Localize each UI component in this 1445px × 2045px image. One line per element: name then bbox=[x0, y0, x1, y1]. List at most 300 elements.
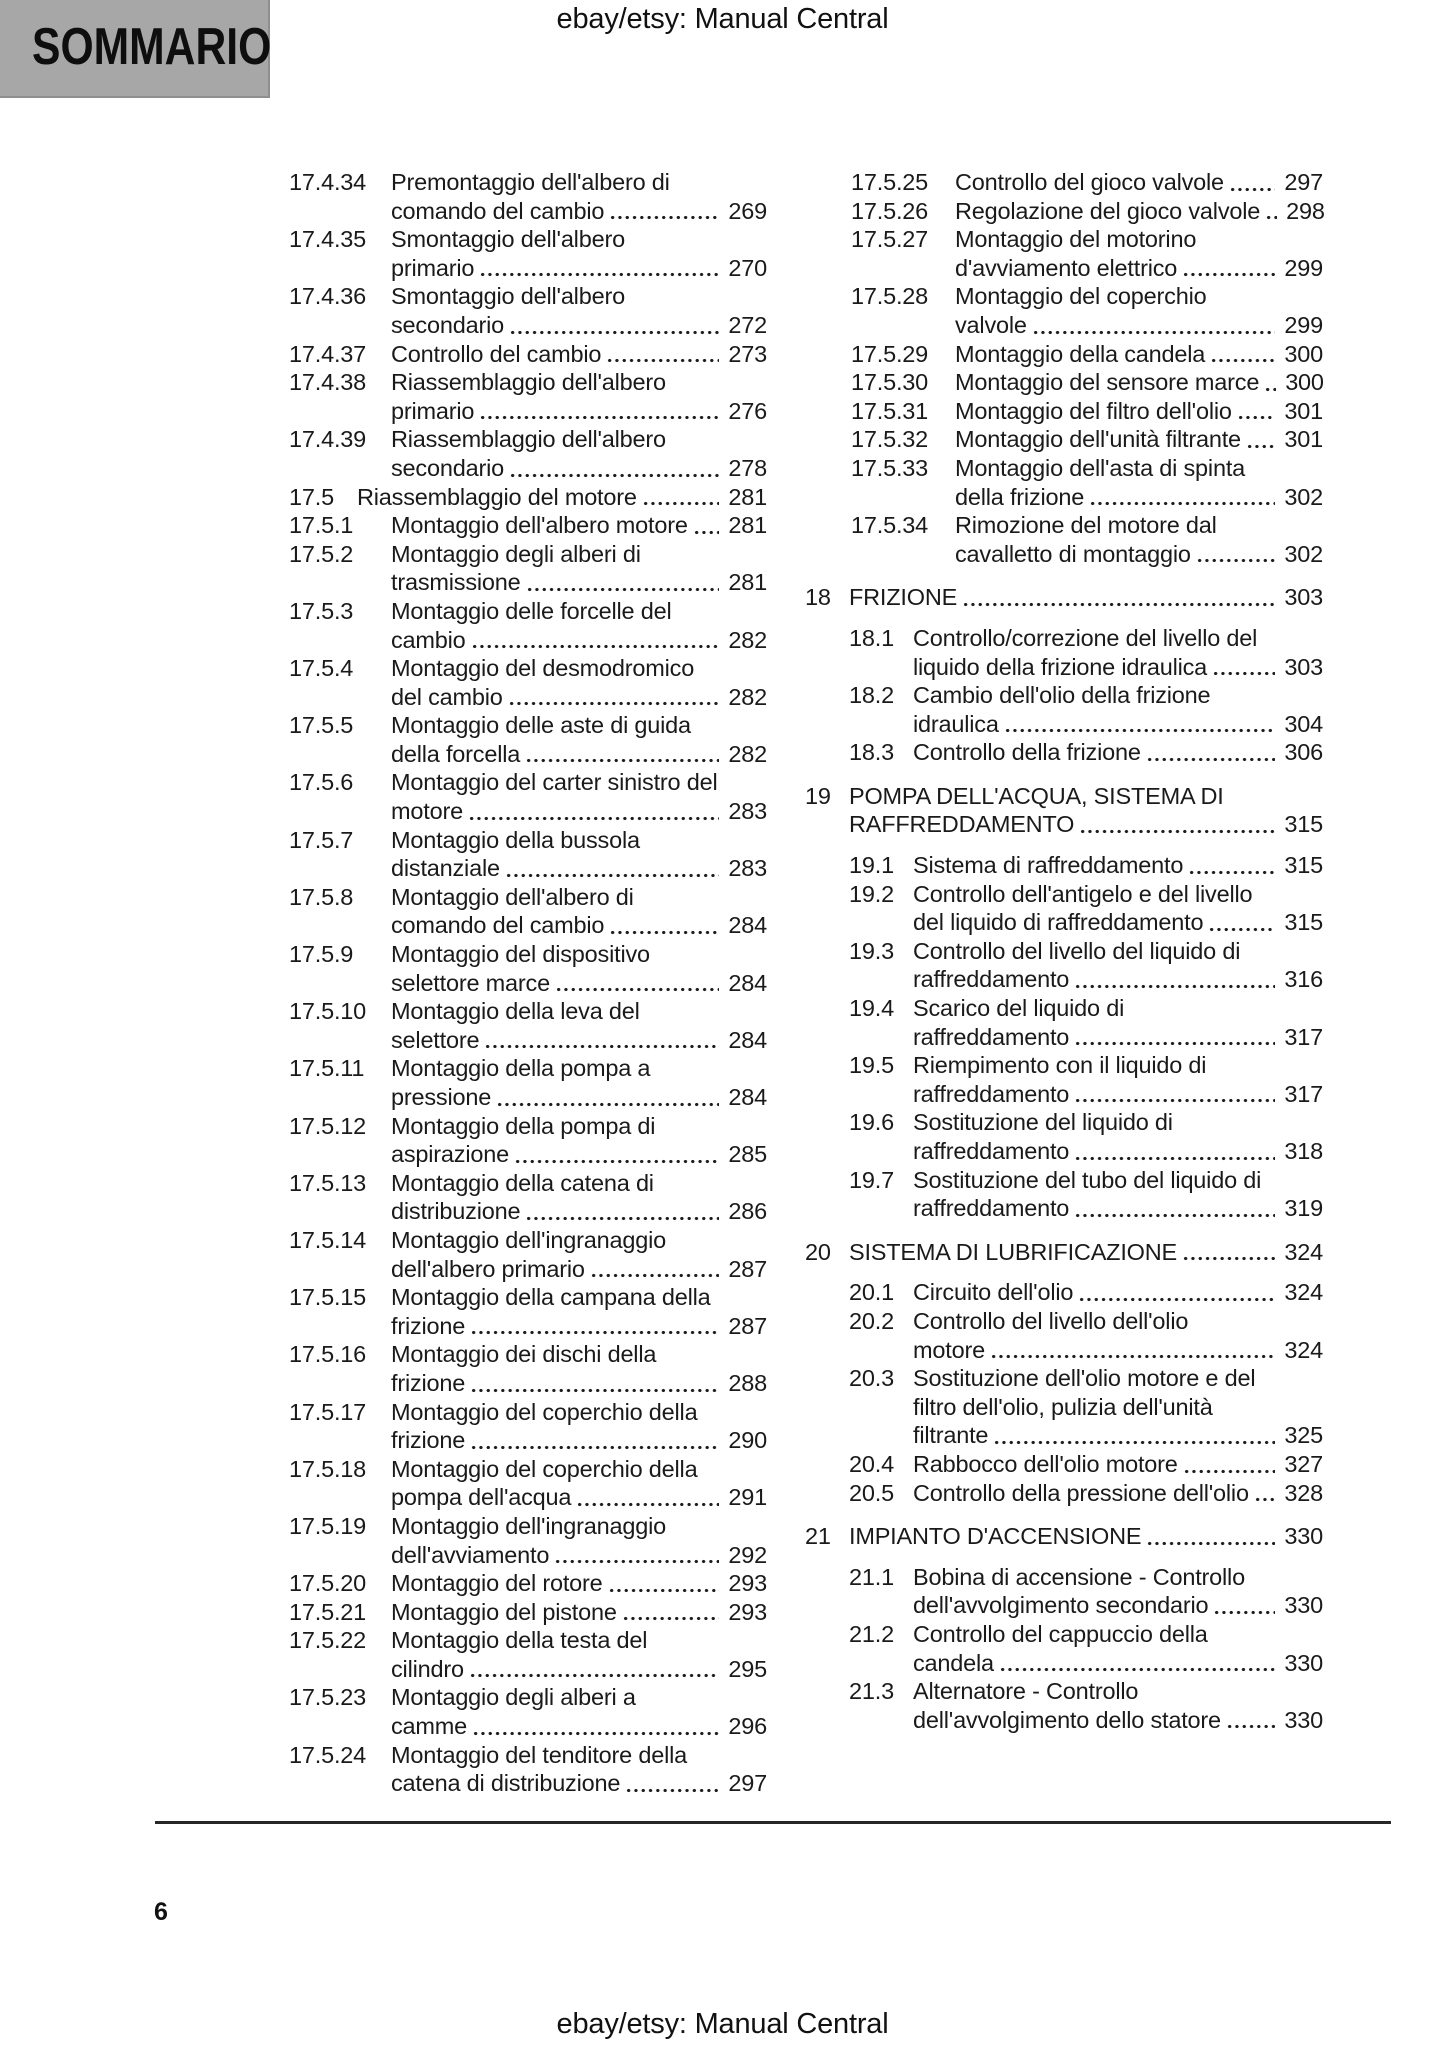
toc-entry-text: pompa dell'acqua bbox=[391, 1484, 572, 1511]
toc-entry bbox=[851, 168, 1323, 197]
toc-entry-text: d'avviamento elettrico bbox=[955, 254, 1178, 281]
toc-entry-number: 17.5.31 bbox=[851, 397, 929, 424]
toc-entry-line bbox=[913, 1421, 1323, 1450]
toc-entry-page: 327 bbox=[1284, 1450, 1323, 1477]
toc-entry-page: 306 bbox=[1284, 739, 1323, 766]
toc-entry-line: Controllo dell'antigelo e del livello bbox=[913, 880, 1253, 907]
toc-entry-page: 319 bbox=[1284, 1195, 1323, 1222]
toc-entry-number: 17.5.17 bbox=[289, 1398, 367, 1425]
toc-entry-line bbox=[391, 568, 767, 597]
toc-entry-number: 19.7 bbox=[849, 1166, 894, 1193]
toc-entry-body bbox=[955, 397, 1323, 426]
toc-entry-line: Riassemblaggio dell'albero bbox=[391, 426, 666, 453]
toc-entry-line: Montaggio del coperchio della bbox=[391, 1455, 698, 1482]
toc-entry bbox=[849, 624, 1323, 681]
toc-entry-text: motore bbox=[391, 798, 463, 825]
toc-entry-number: 17.5.34 bbox=[851, 512, 929, 539]
toc-entry-line bbox=[913, 908, 1323, 937]
toc-entry-line bbox=[391, 511, 767, 540]
toc-entry-page: 296 bbox=[728, 1713, 767, 1740]
dot-leader bbox=[1089, 483, 1275, 512]
toc-entry-number: 17.5.23 bbox=[289, 1684, 367, 1711]
toc-entry bbox=[289, 1054, 767, 1111]
toc-entry-body bbox=[913, 1166, 1323, 1223]
toc-entry-text: motore bbox=[913, 1336, 985, 1363]
toc-entry-line bbox=[391, 1369, 767, 1398]
toc-entry-line bbox=[391, 854, 767, 883]
toc-entry-page: 330 bbox=[1284, 1649, 1323, 1676]
toc-entry-page: 302 bbox=[1284, 483, 1323, 510]
toc-entry-number: 17.5.9 bbox=[289, 941, 354, 968]
toc-entry bbox=[849, 1450, 1323, 1479]
toc-entry-body bbox=[391, 1398, 767, 1455]
toc-entry-text: frizione bbox=[391, 1312, 466, 1339]
toc-entry bbox=[851, 197, 1323, 226]
toc-entry-text: raffreddamento bbox=[913, 1195, 1070, 1222]
toc-entry-page: 303 bbox=[1284, 584, 1323, 611]
toc-entry bbox=[289, 1398, 767, 1455]
toc-entry-text: Montaggio del pistone bbox=[391, 1598, 617, 1625]
toc-entry-number: 17.5.24 bbox=[289, 1741, 367, 1768]
toc-entry-body bbox=[913, 624, 1323, 681]
toc-entry-page: 283 bbox=[728, 855, 767, 882]
dot-leader bbox=[1074, 1023, 1275, 1052]
toc-entry-page: 283 bbox=[728, 798, 767, 825]
toc-entry-number: 20.4 bbox=[849, 1450, 894, 1477]
toc-entry-number: 20.2 bbox=[849, 1307, 894, 1334]
toc-entry-body bbox=[913, 1479, 1323, 1508]
toc-entry-number: 17.5.33 bbox=[851, 454, 929, 481]
dot-leader bbox=[1182, 254, 1275, 283]
toc-entry-text: Montaggio del filtro dell'olio bbox=[955, 397, 1232, 424]
toc-entry bbox=[849, 1307, 1323, 1364]
toc-entry-page: 301 bbox=[1284, 426, 1323, 453]
dot-leader bbox=[1074, 1137, 1275, 1166]
toc-entry bbox=[289, 1598, 767, 1627]
toc-entry-body bbox=[391, 1512, 767, 1569]
toc-entry bbox=[849, 1166, 1323, 1223]
toc-entry-body bbox=[913, 880, 1323, 937]
toc-entry-body bbox=[913, 1307, 1323, 1364]
toc-entry-line: Montaggio della campana della bbox=[391, 1284, 711, 1311]
toc-entry-body bbox=[391, 1169, 767, 1226]
dot-leader bbox=[962, 583, 1275, 612]
toc-entry-line bbox=[391, 1655, 767, 1684]
toc-entry-body bbox=[391, 425, 767, 482]
dot-leader bbox=[590, 1255, 720, 1284]
toc-entry-line bbox=[913, 1706, 1323, 1735]
toc-entry-body bbox=[391, 711, 767, 768]
toc-entry-line: Montaggio della bussola bbox=[391, 826, 640, 853]
toc-entry-text: raffreddamento bbox=[913, 1080, 1070, 1107]
toc-entry-text: candela bbox=[913, 1649, 994, 1676]
toc-entry-line: Montaggio del desmodromico bbox=[391, 655, 695, 682]
toc-entry bbox=[851, 397, 1323, 426]
dot-leader bbox=[471, 626, 720, 655]
toc-entry-body bbox=[955, 282, 1323, 339]
toc-entry-text: del cambio bbox=[391, 683, 503, 710]
toc-entry-page: 297 bbox=[1284, 169, 1323, 195]
toc-entry-page: 281 bbox=[728, 569, 767, 596]
toc-entry-page: 330 bbox=[1284, 1523, 1323, 1550]
toc-entry-number: 19.5 bbox=[849, 1052, 894, 1079]
toc-entry-body bbox=[913, 1563, 1323, 1620]
toc-entry bbox=[289, 1112, 767, 1169]
toc-entry-page: 324 bbox=[1284, 1336, 1323, 1363]
toc-entry-text: raffreddamento bbox=[913, 1023, 1070, 1050]
toc-entry-line: Montaggio dell'albero di bbox=[391, 883, 634, 910]
toc-entry bbox=[849, 851, 1323, 880]
toc-entry-page: 302 bbox=[1284, 540, 1323, 567]
dot-leader bbox=[479, 254, 719, 283]
toc-entry-text: pressione bbox=[391, 1084, 492, 1110]
toc-entry-number: 17.5.7 bbox=[289, 826, 354, 853]
toc-entry-text: frizione bbox=[391, 1427, 466, 1454]
toc-entry-text: Montaggio della candela bbox=[955, 340, 1206, 367]
toc-entry-page: 282 bbox=[728, 626, 767, 653]
toc-entry-line bbox=[913, 851, 1323, 880]
dot-leader bbox=[505, 854, 720, 883]
toc-entry-page: 330 bbox=[1284, 1706, 1323, 1733]
toc-entry bbox=[805, 1238, 1323, 1267]
toc-entry-number: 20.3 bbox=[849, 1365, 894, 1392]
toc-entry-body bbox=[391, 997, 767, 1054]
toc-entry-text: Montaggio dell'unità filtrante bbox=[955, 426, 1241, 453]
toc-entry-body bbox=[913, 994, 1323, 1051]
toc-entry bbox=[849, 1051, 1323, 1108]
toc-entry-number: 17.4.37 bbox=[289, 340, 367, 367]
dot-leader bbox=[525, 1197, 719, 1226]
toc-entry-text: SISTEMA DI LUBRIFICAZIONE bbox=[849, 1238, 1177, 1265]
toc-entry-page: 317 bbox=[1284, 1080, 1323, 1107]
toc-entry-line bbox=[913, 1194, 1323, 1223]
toc-entry-line bbox=[391, 1541, 767, 1570]
toc-entry-number: 17.5.20 bbox=[289, 1570, 367, 1597]
toc-entry bbox=[849, 1479, 1323, 1508]
toc-entry-body bbox=[849, 1238, 1323, 1267]
toc-entry-line: Cambio dell'olio della frizione bbox=[913, 682, 1211, 709]
toc-entry-text: frizione bbox=[391, 1369, 466, 1396]
toc-entry bbox=[289, 940, 767, 997]
toc-entry-body bbox=[913, 681, 1323, 738]
toc-entry bbox=[289, 511, 767, 540]
toc-entry-page: 292 bbox=[728, 1541, 767, 1568]
toc-entry-line bbox=[391, 1426, 767, 1455]
dot-leader bbox=[469, 1655, 720, 1684]
toc-entry-line bbox=[391, 797, 767, 826]
dot-leader bbox=[1210, 340, 1275, 369]
toc-entry-line bbox=[955, 483, 1323, 512]
dot-leader bbox=[1074, 1194, 1275, 1223]
dot-leader bbox=[508, 683, 720, 712]
toc-entry-page: 325 bbox=[1284, 1422, 1323, 1449]
toc-entry-body bbox=[391, 1054, 767, 1111]
toc-entry-line: POMPA DELL'ACQUA, SISTEMA DI bbox=[849, 782, 1224, 809]
toc-entry-line bbox=[391, 1197, 767, 1226]
toc-entry-text: selettore bbox=[391, 1026, 480, 1053]
toc-entry-number: 19.6 bbox=[849, 1109, 894, 1136]
dot-leader bbox=[1079, 810, 1275, 839]
dot-leader bbox=[1254, 1479, 1276, 1508]
toc-entry-page: 304 bbox=[1284, 710, 1323, 737]
toc-entry-line bbox=[913, 1649, 1323, 1678]
toc-entry-page: 270 bbox=[728, 254, 767, 281]
toc-entry-line bbox=[391, 311, 767, 340]
toc-entry bbox=[289, 1169, 767, 1226]
toc-entry bbox=[289, 768, 767, 825]
dot-leader bbox=[479, 397, 719, 426]
toc-entry-line bbox=[391, 683, 767, 712]
toc-entry-line bbox=[955, 254, 1323, 283]
toc-entry-number: 17.5.26 bbox=[851, 197, 929, 224]
toc-entry-number: 21.1 bbox=[849, 1563, 894, 1590]
toc-entry-page: 281 bbox=[728, 483, 767, 510]
toc-entry bbox=[849, 937, 1323, 994]
sommario-label: SOMMARIO bbox=[32, 17, 272, 76]
dot-leader bbox=[999, 1649, 1275, 1678]
toc-entry-number: 17.4.39 bbox=[289, 426, 367, 453]
toc-entry-line bbox=[391, 397, 767, 426]
toc-entry-body bbox=[391, 1283, 767, 1340]
toc-entry-number: 17.5.15 bbox=[289, 1284, 367, 1311]
toc-entry bbox=[289, 883, 767, 940]
dot-leader bbox=[693, 511, 720, 540]
dot-leader bbox=[1229, 168, 1275, 197]
toc-entry-line bbox=[391, 1569, 767, 1598]
dot-leader bbox=[609, 197, 719, 226]
toc-entry-text: Montaggio del sensore marce bbox=[955, 369, 1260, 396]
toc-entry-line bbox=[391, 454, 767, 483]
toc-entry-number: 17.4.36 bbox=[289, 283, 367, 310]
toc-entry-line bbox=[955, 425, 1323, 454]
toc-entry-text: della forcella bbox=[391, 740, 521, 767]
toc-entry-body bbox=[849, 782, 1323, 839]
toc-entry-body bbox=[913, 1677, 1323, 1734]
toc-entry-page: 324 bbox=[1284, 1238, 1323, 1265]
toc-entry-number: 17.5 bbox=[289, 483, 334, 510]
toc-entry bbox=[849, 1364, 1323, 1450]
toc-entry-line bbox=[955, 397, 1323, 426]
toc-entry-body bbox=[391, 540, 767, 597]
toc-entry-number: 17.5.27 bbox=[851, 226, 929, 253]
toc-entry-body bbox=[391, 1455, 767, 1512]
dot-leader bbox=[625, 1769, 719, 1798]
toc-entry-text: raffreddamento bbox=[913, 1138, 1070, 1164]
toc-entry-line bbox=[913, 1137, 1323, 1166]
toc-entry-number: 17.5.32 bbox=[851, 426, 929, 453]
toc-entry bbox=[289, 597, 767, 654]
toc-entry bbox=[289, 340, 767, 369]
toc-entry-page: 273 bbox=[728, 340, 767, 367]
toc-entry-number: 17.5.21 bbox=[289, 1598, 367, 1625]
toc-entry-text: Controllo del gioco valvole bbox=[955, 169, 1224, 195]
dot-leader bbox=[1246, 425, 1275, 454]
toc-entry-page: 301 bbox=[1284, 397, 1323, 424]
toc-entry-line bbox=[391, 911, 767, 940]
toc-entry-page: 282 bbox=[728, 740, 767, 767]
toc-entry-line bbox=[913, 1278, 1323, 1307]
toc-entry-body bbox=[391, 1569, 767, 1598]
toc-entry-line: Montaggio della catena di bbox=[391, 1169, 654, 1196]
toc-entry bbox=[289, 1226, 767, 1283]
dot-leader bbox=[1213, 1591, 1275, 1620]
dot-leader bbox=[554, 1541, 719, 1570]
toc-entry-text: cavalletto di montaggio bbox=[955, 540, 1191, 567]
toc-entry-page: 315 bbox=[1284, 909, 1323, 936]
toc-entry-number: 17.5.12 bbox=[289, 1112, 367, 1139]
toc-entry-page: 284 bbox=[728, 1026, 767, 1053]
toc-entry bbox=[289, 1626, 767, 1683]
toc-entry-number: 19.1 bbox=[849, 852, 894, 879]
toc-entry bbox=[289, 225, 767, 282]
toc-entry-body bbox=[391, 768, 767, 825]
toc-entry-page: 281 bbox=[728, 512, 767, 539]
toc-entry-line bbox=[391, 197, 767, 226]
toc-entry-number: 17.5.16 bbox=[289, 1341, 367, 1368]
dot-leader bbox=[470, 1369, 719, 1398]
toc-entry bbox=[851, 225, 1323, 282]
toc-entry bbox=[289, 1683, 767, 1740]
dot-leader bbox=[509, 311, 719, 340]
toc-entry-line bbox=[391, 1598, 767, 1627]
dot-leader bbox=[608, 1569, 720, 1598]
toc-entry-body bbox=[913, 1450, 1323, 1479]
toc-entry-line: Montaggio del motorino bbox=[955, 226, 1197, 253]
toc-entry-line bbox=[391, 626, 767, 655]
toc-entry-line bbox=[391, 254, 767, 283]
toc-entry-page: 278 bbox=[728, 454, 767, 481]
toc-entry bbox=[851, 368, 1323, 397]
toc-entry-line bbox=[391, 1712, 767, 1741]
toc-entry-page: 295 bbox=[728, 1655, 767, 1682]
toc-entry-page: 284 bbox=[728, 969, 767, 996]
toc-entry-line bbox=[391, 1255, 767, 1284]
toc-entry-number: 17.5.25 bbox=[851, 169, 929, 195]
page-number: 6 bbox=[154, 1898, 168, 1926]
toc-entry-body bbox=[955, 225, 1323, 282]
toc-entry-line: Montaggio delle aste di guida bbox=[391, 712, 691, 739]
toc-entry bbox=[289, 425, 767, 482]
toc-entry-line bbox=[955, 311, 1323, 340]
toc-entry bbox=[849, 681, 1323, 738]
toc-entry-page: 315 bbox=[1284, 811, 1323, 838]
toc-entry-text: raffreddamento bbox=[913, 966, 1070, 993]
toc-entry-line bbox=[913, 653, 1323, 682]
toc-entry-page: 276 bbox=[728, 397, 767, 424]
toc-entry-line: Controllo del livello del liquido di bbox=[913, 937, 1241, 964]
toc-entry-page: 300 bbox=[1284, 340, 1323, 367]
toc-entry-line: Premontaggio dell'albero di bbox=[391, 169, 670, 195]
toc-entry-line: Riassemblaggio dell'albero bbox=[391, 369, 666, 396]
toc-entry-text: FRIZIONE bbox=[849, 584, 958, 611]
toc-entry-number: 17.5.2 bbox=[289, 540, 354, 567]
toc-entry-text: dell'avvolgimento dello statore bbox=[913, 1706, 1221, 1733]
toc-entry-line: Controllo/correzione del livello del bbox=[913, 624, 1258, 651]
dot-leader bbox=[1004, 710, 1276, 739]
toc-entry-line bbox=[913, 1591, 1323, 1620]
toc-entry-text: RAFFREDDAMENTO bbox=[849, 811, 1075, 838]
toc-entry-line: Sostituzione del tubo del liquido di bbox=[913, 1166, 1262, 1193]
toc-entry-text: selettore marce bbox=[391, 969, 550, 996]
toc-entry-body bbox=[391, 368, 767, 425]
toc-entry-body bbox=[391, 1340, 767, 1397]
toc-entry-number: 18 bbox=[805, 584, 831, 611]
toc-entry-body bbox=[955, 168, 1323, 197]
toc-entry-line bbox=[913, 710, 1323, 739]
toc-entry-text: Controllo del cambio bbox=[391, 340, 602, 367]
toc-entry-line: Montaggio dell'asta di spinta bbox=[955, 454, 1246, 481]
toc-entry-text: cambio bbox=[391, 626, 466, 653]
toc-entry bbox=[851, 282, 1323, 339]
toc-entry bbox=[851, 425, 1323, 454]
toc-entry bbox=[289, 1283, 767, 1340]
toc-entry-line: Montaggio del dispositivo bbox=[391, 941, 650, 968]
toc-entry bbox=[289, 282, 767, 339]
toc-entry-line: Montaggio della testa del bbox=[391, 1627, 648, 1654]
toc-entry-page: 287 bbox=[728, 1312, 767, 1339]
dot-leader bbox=[622, 1598, 720, 1627]
toc-entry-body bbox=[391, 1626, 767, 1683]
toc-entry-line bbox=[913, 965, 1323, 994]
toc-entry-number: 18.1 bbox=[849, 624, 894, 651]
toc-entry-line bbox=[391, 740, 767, 769]
toc-column-left bbox=[289, 168, 767, 1798]
toc-entry-number: 17.4.34 bbox=[289, 169, 367, 195]
toc-entry-text: dell'albero primario bbox=[391, 1255, 585, 1282]
toc-entry-line: Smontaggio dell'albero bbox=[391, 226, 625, 253]
toc-entry-number: 18.2 bbox=[849, 682, 894, 709]
toc-entry bbox=[289, 997, 767, 1054]
toc-entry-body bbox=[913, 1051, 1323, 1108]
dot-leader bbox=[1074, 965, 1275, 994]
toc-entry-body bbox=[955, 511, 1323, 568]
toc-entry-number: 17.5.6 bbox=[289, 769, 354, 796]
toc-entry-line: Montaggio dell'ingranaggio bbox=[391, 1512, 666, 1539]
toc-entry-text: catena di distribuzione bbox=[391, 1770, 621, 1797]
toc-entry-number: 17.5.22 bbox=[289, 1627, 367, 1654]
toc-entry bbox=[849, 1278, 1323, 1307]
toc-entry-body bbox=[391, 168, 767, 225]
toc-entry-line: Smontaggio dell'albero bbox=[391, 283, 625, 310]
toc-entry-body bbox=[391, 883, 767, 940]
toc-entry-body bbox=[913, 851, 1323, 880]
toc-entry-text: dell'avvolgimento secondario bbox=[913, 1592, 1209, 1619]
toc-entry-page: 293 bbox=[728, 1570, 767, 1597]
toc-entry-line: Rimozione del motore dal bbox=[955, 512, 1217, 539]
dot-leader bbox=[555, 969, 719, 998]
toc-entry bbox=[289, 826, 767, 883]
toc-entry-line: Bobina di accensione - Controllo bbox=[913, 1563, 1245, 1590]
toc-entry-body bbox=[913, 1278, 1323, 1307]
toc-entry-text: Regolazione del gioco valvole bbox=[955, 197, 1261, 224]
dot-leader bbox=[1032, 311, 1276, 340]
toc-entry-number: 17.4.38 bbox=[289, 369, 367, 396]
toc-entry bbox=[849, 880, 1323, 937]
toc-entry-page: 299 bbox=[1284, 254, 1323, 281]
toc-entry-number: 21.3 bbox=[849, 1678, 894, 1705]
toc-entry bbox=[851, 340, 1323, 369]
toc-entry-line bbox=[955, 368, 1323, 397]
dot-leader bbox=[1182, 1238, 1275, 1267]
toc-entry-text: della frizione bbox=[955, 483, 1085, 510]
toc-entry-body bbox=[357, 483, 767, 512]
toc-entry-number: 20.1 bbox=[849, 1279, 894, 1306]
toc-entry-body bbox=[913, 937, 1323, 994]
toc-entry bbox=[805, 1522, 1323, 1551]
toc-entry-page: 298 bbox=[1286, 197, 1325, 224]
toc-entry-line bbox=[849, 1238, 1323, 1267]
toc-entry bbox=[849, 738, 1323, 767]
